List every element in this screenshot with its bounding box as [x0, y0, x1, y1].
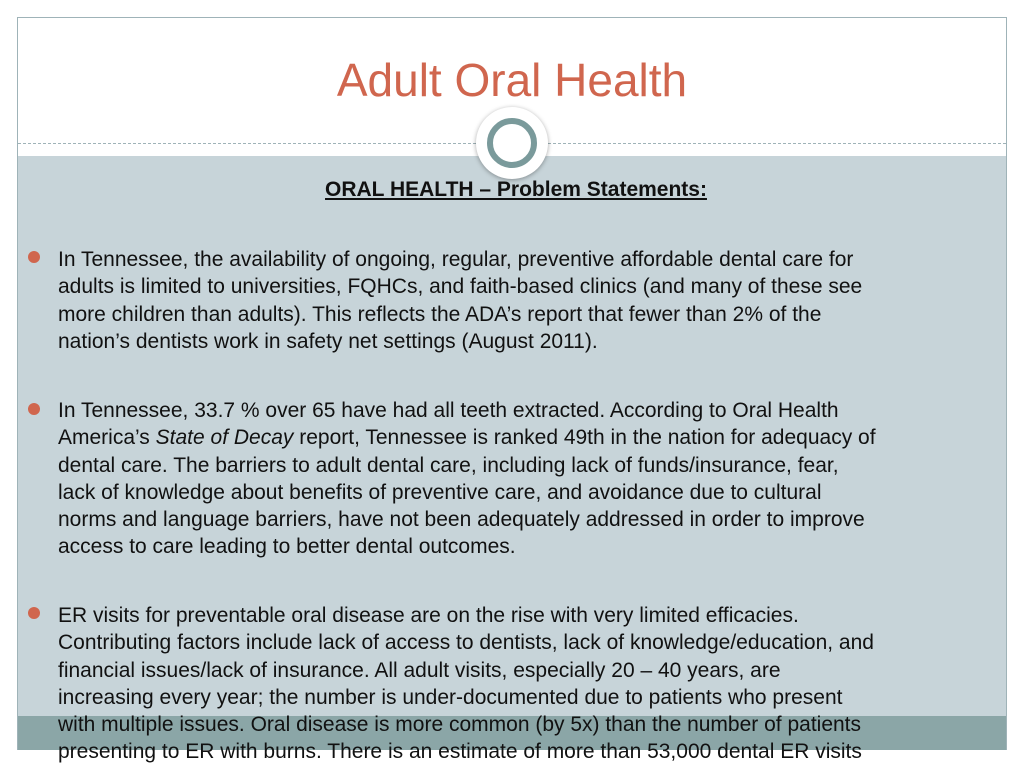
bullet-line: adults is limited to universities, FQHCs, and faith-based clinics (and many of these see	[58, 275, 863, 299]
bullet-line: access to care leading to better dental outcomes.	[58, 535, 516, 559]
section-heading: ORAL HEALTH – Problem Statements:	[325, 178, 707, 201]
bullet-line: Contributing factors include lack of access to dentists, lack of knowledge/education, and	[58, 631, 874, 655]
text-run: report, Tennessee is ranked 49th in the nation for adequacy of	[293, 426, 876, 450]
bullet-line: In Tennessee, 33.7 % over 65 have had all teeth extracted. According to Oral Health	[58, 399, 839, 422]
bullet-line: nation’s dentists work in safety net settings (August 2011).	[58, 329, 598, 353]
bullet-line: increasing every year; the number is under-documented due to patients who present	[58, 685, 843, 709]
bullet-paragraph-2	[58, 397, 1008, 561]
frame-left-border	[17, 17, 18, 750]
report-title-italic: State of Decay	[155, 426, 294, 450]
ring-ornament-icon	[476, 107, 548, 179]
slide-title: Adult Oral Health	[336, 54, 688, 106]
bullet-line: more children than adults). This reflects the ADA’s report that fewer than 2% of the	[58, 302, 822, 326]
ring-ornament-inner	[487, 118, 537, 168]
bullet-paragraph-3	[58, 602, 1008, 766]
bullet-line-with-italic	[58, 424, 1008, 451]
bullet-paragraph-1	[58, 246, 1008, 355]
bullet-line: with multiple issues. Oral disease is more common (by 5x) than the number of patients	[58, 713, 862, 737]
frame-top-border	[17, 17, 1007, 18]
bullet-line: lack of knowledge about benefits of preventive care, and avoidance due to cultural	[58, 480, 822, 504]
bullet-dot	[28, 607, 40, 619]
bullet-line: ER visits for preventable oral disease are on the rise with very limited efficacies.	[58, 604, 799, 627]
bullet-line: norms and language barriers, have not been adequately addressed in order to improve	[58, 508, 865, 532]
bullet-line: dental care. The barriers to adult dental care, including lack of funds/insurance, fear,	[58, 453, 839, 477]
bullet-line: In Tennessee, the availability of ongoing, regular, preventive affordable dental care for	[58, 248, 854, 271]
bullet-dot	[28, 403, 40, 415]
text-run: America’s	[58, 426, 156, 450]
bullet-dot	[28, 251, 40, 263]
bullet-line: financial issues/lack of insurance. All adult visits, especially 20 – 40 years, are	[58, 658, 781, 682]
bullet-line: presenting to ER with burns. There is an estimate of more than 53,000 dental ER visits	[58, 740, 862, 764]
